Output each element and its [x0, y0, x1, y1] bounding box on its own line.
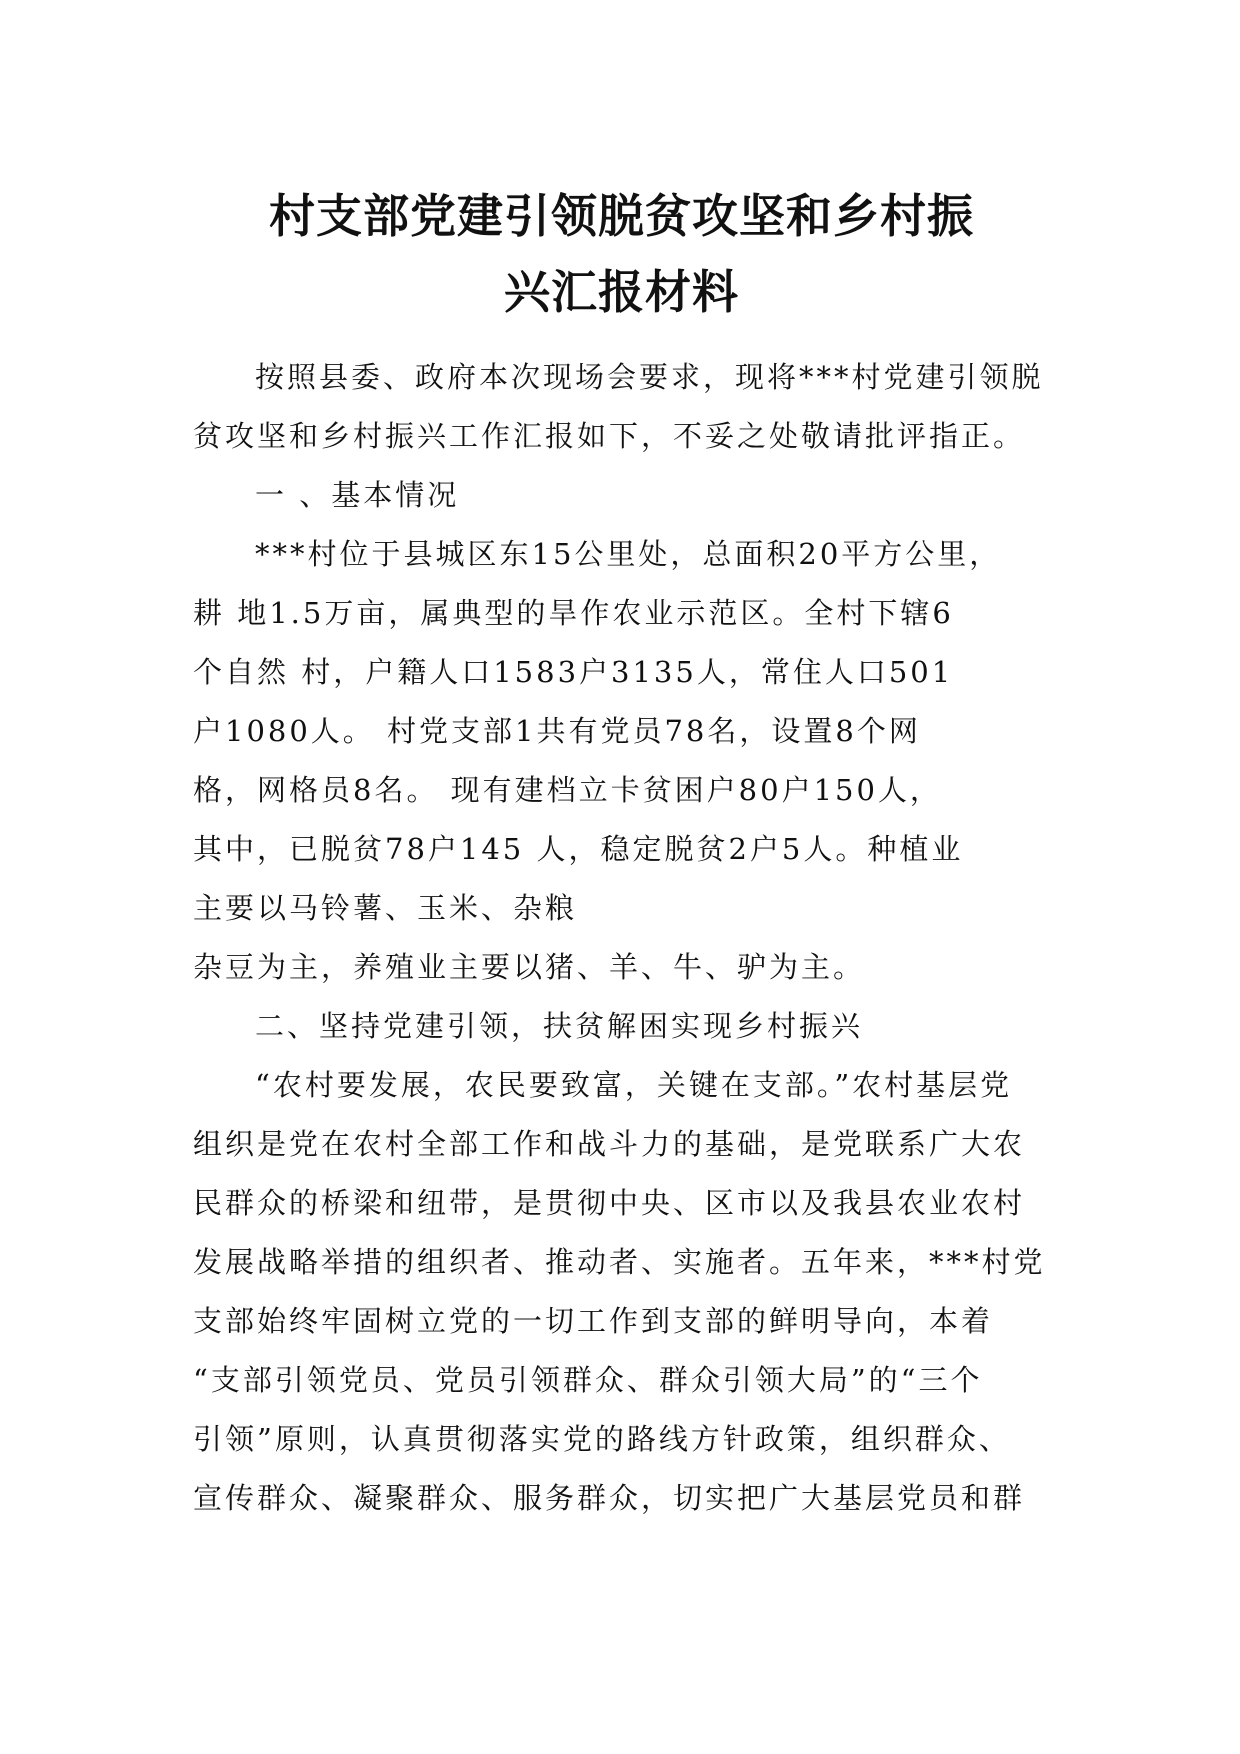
basic-info-line: 其中，已脱贫78户145 人，稳定脱贫2户5人。种植业: [193, 832, 964, 866]
document-title: [193, 178, 1050, 330]
intro-line: 贫攻坚和乡村振兴工作汇报如下，不妥之处敬请批评指正。: [193, 419, 1026, 453]
party-leadership-line: 组织是党在农村全部工作和战斗力的基础，是党联系广大农: [193, 1127, 1026, 1161]
basic-info-line: 主要以马铃薯、玉米、杂粮: [193, 891, 578, 925]
party-leadership-line: 发展战略举措的组织者、推动者、实施者。五年来，***村党: [193, 1245, 1046, 1279]
party-leadership-line: “农村要发展，农民要致富，关键在支部。”农村基层党: [255, 1068, 1013, 1102]
section-heading-basic-info: 一 、基本情况: [255, 478, 460, 512]
basic-info-line: 个自然 村，户籍人口1583户3135人，常住人口501: [193, 655, 954, 689]
party-leadership-line: 民群众的桥梁和纽带，是贯彻中央、区市以及我县农业农村: [193, 1186, 1026, 1220]
title-line: 村支部党建引领脱贫攻坚和乡村振: [269, 189, 974, 243]
party-leadership-line: “支部引领党员、党员引领群众、群众引领大局”的“三个: [193, 1363, 983, 1397]
basic-info-line: ***村位于县城区东15公里处，总面积20平方公里，: [255, 537, 1002, 571]
party-leadership-line: 支部始终牢固树立党的一切工作到支部的鲜明导向，本着: [193, 1304, 994, 1338]
party-leadership-line: 宣传群众、凝聚群众、服务群众，切实把广大基层党员和群: [193, 1481, 1026, 1515]
intro-line: 按照县委、政府本次现场会要求，现将***村党建引领脱: [255, 360, 1044, 394]
basic-info-line: 耕 地1.5万亩，属典型的旱作农业示范区。全村下辖6: [193, 596, 954, 630]
title-line: 兴汇报材料: [504, 265, 739, 319]
section-heading-party-leadership: 二、坚持党建引领，扶贫解困实现乡村振兴: [255, 1009, 864, 1043]
basic-info-line: 杂豆为主，养殖业主要以猪、羊、牛、驴为主。: [193, 950, 866, 984]
basic-info-line: 格，网格员8名。 现有建档立卡贫困户80户150人，: [193, 773, 942, 807]
document-body: [193, 348, 1050, 1528]
basic-info-line: 户1080人。 村党支部1共有党员78名，设置8个网: [193, 714, 921, 748]
party-leadership-line: 引领”原则，认真贯彻落实党的路线方针政策，组织群众、: [193, 1422, 1011, 1456]
